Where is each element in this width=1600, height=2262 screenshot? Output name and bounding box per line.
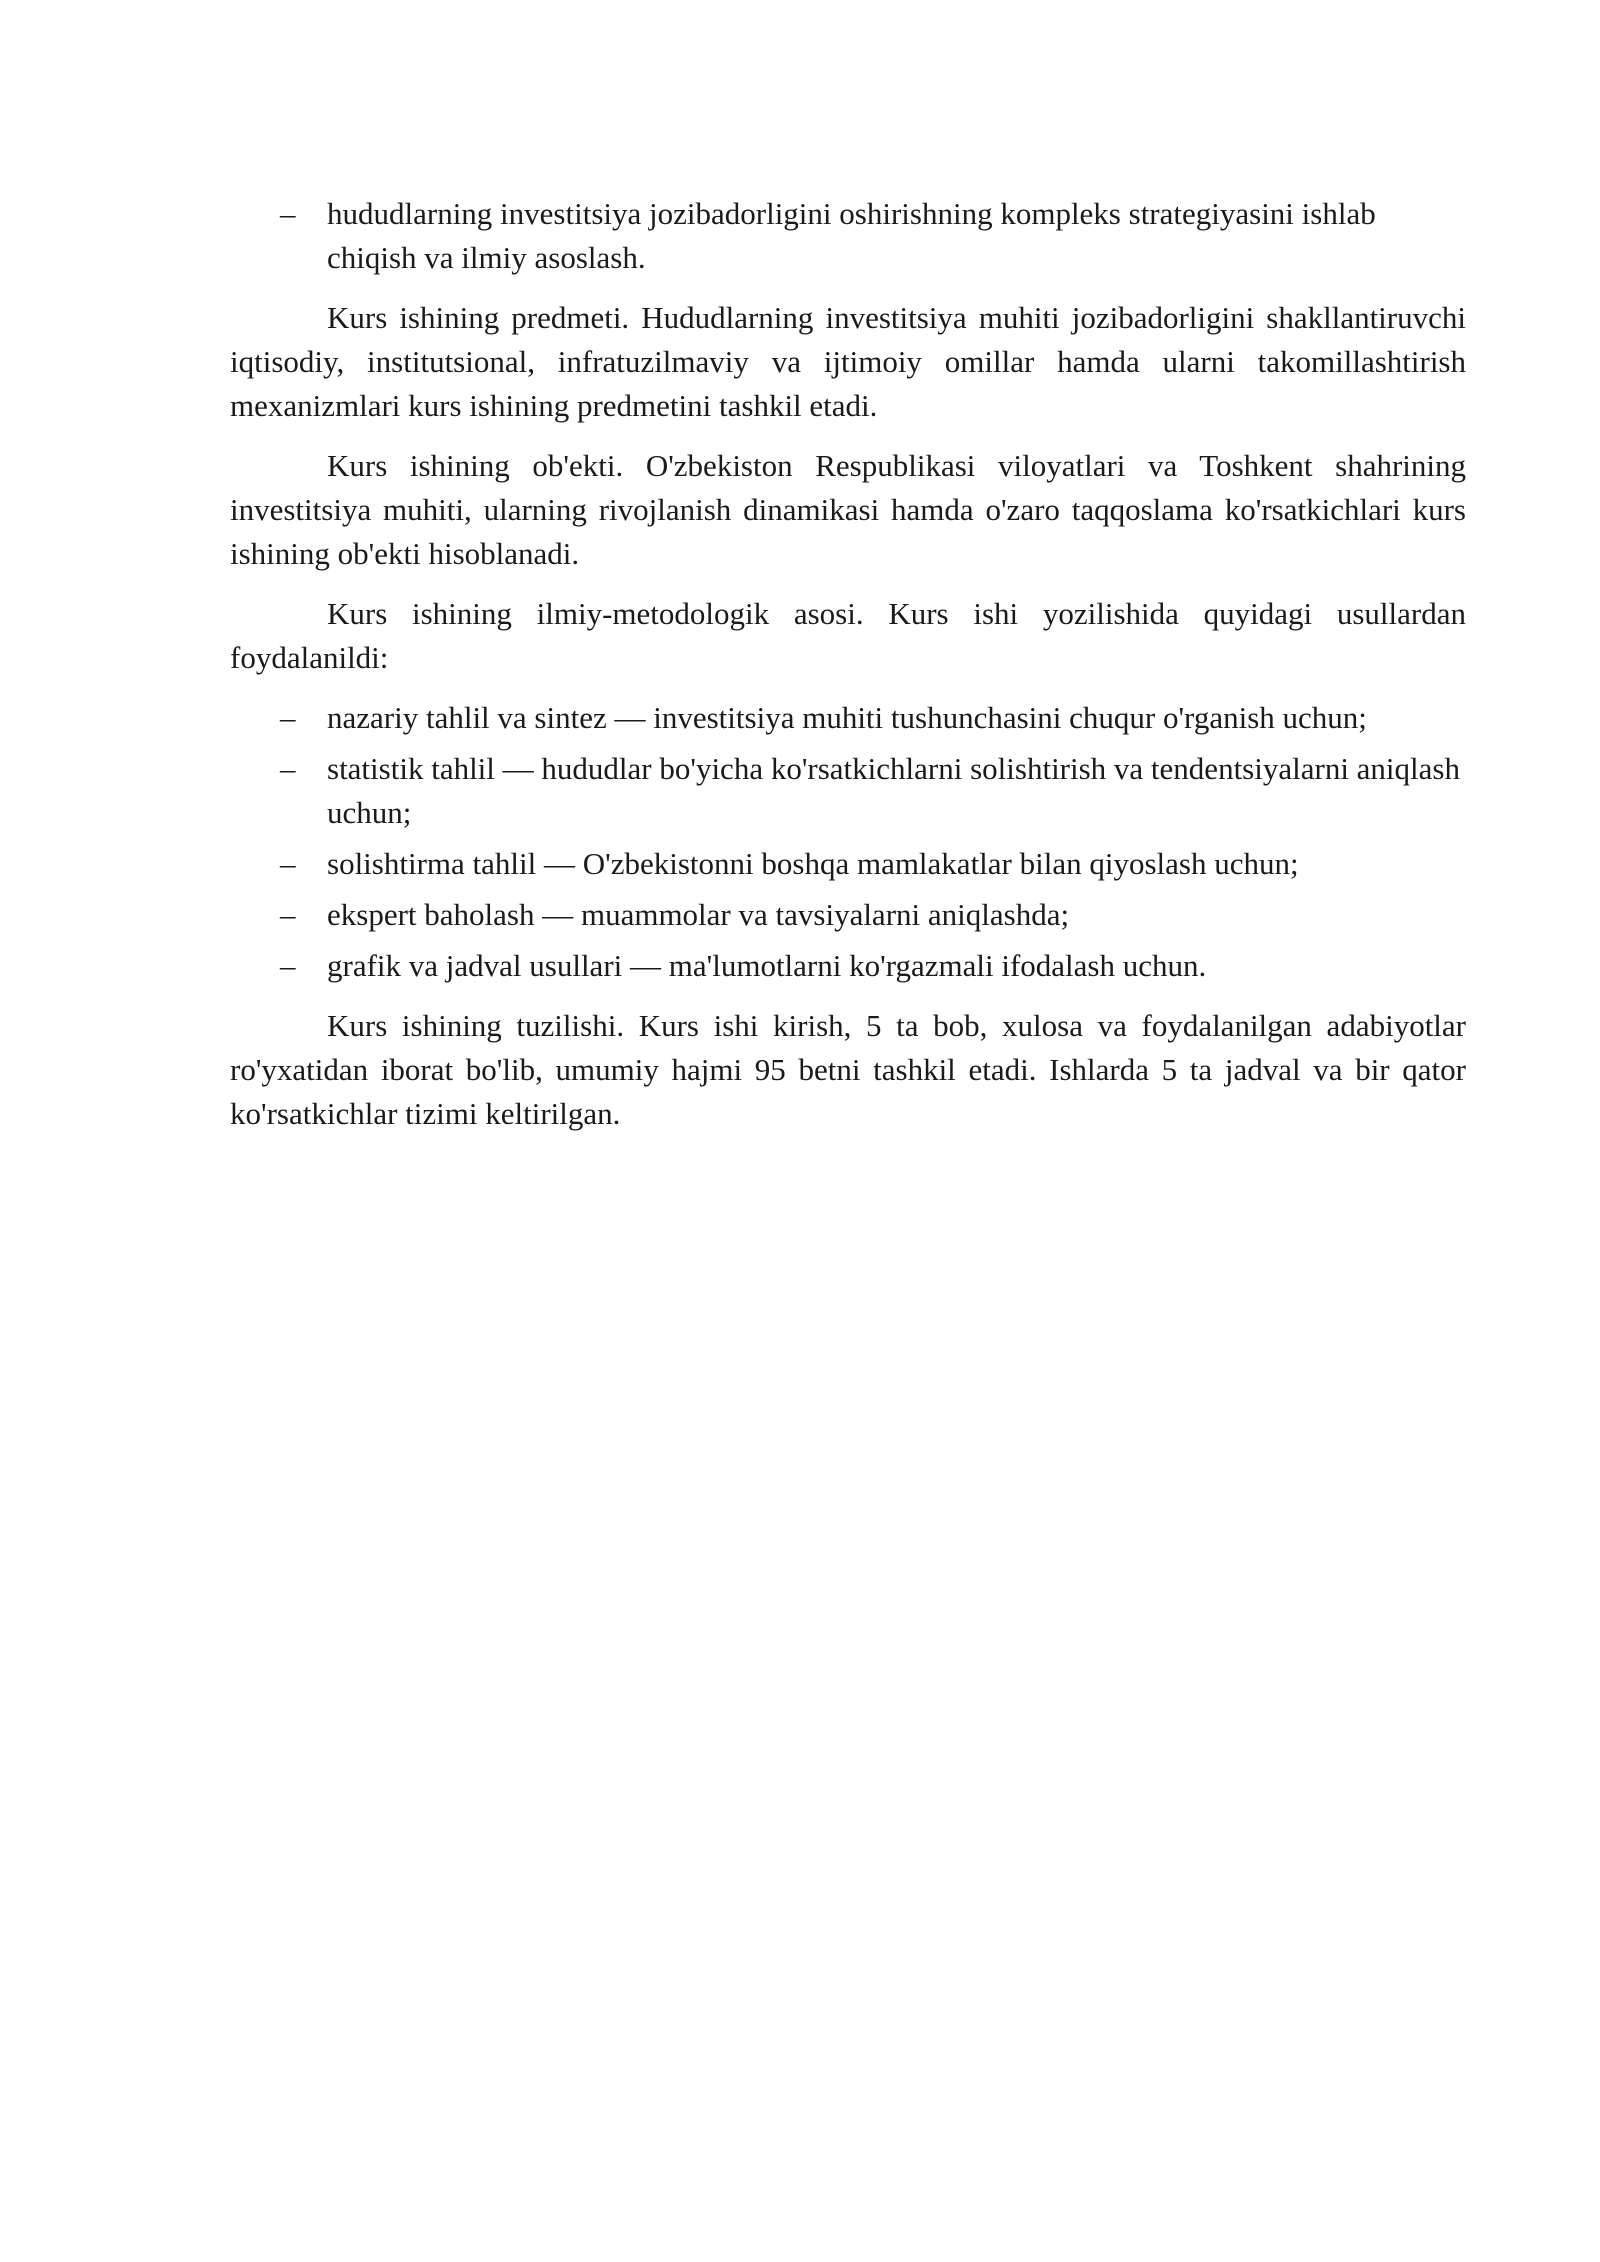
methods-list: [230, 696, 1466, 988]
list-item-text: statistik tahlil — hududlar bo'yicha ko'rsatkichlarni solishtirish va tendentsiyalarni aniqlash uchun;: [327, 751, 1460, 830]
object-paragraph: Kurs ishining ob'ekti. O'zbekiston Respublikasi viloyatlari va Toshkent shahrining investitsiya muhiti, ularning rivojlanish dinamikasi hamda o'zaro taqqoslama ko'rsatkichlari kurs ishining ob'ekti hisoblanadi.: [230, 448, 1466, 571]
dash-bullet: –: [280, 751, 296, 786]
list-item: [230, 842, 1466, 886]
list-item: [230, 893, 1466, 937]
list-item-text: grafik va jadval usullari — ma'lumotlarni ko'rgazmali ifodalash uchun.: [327, 948, 1207, 983]
structure-paragraph: Kurs ishining tuzilishi. Kurs ishi kirish, 5 ta bob, xulosa va foydalanilgan adabiyotlar ro'yxatidan iborat bo'lib, umumiy hajmi 95 betni tashkil etadi. Ishlarda 5 ta jadval va bir qator ko'rsatkichlar tizimi keltirilgan.: [230, 1008, 1466, 1131]
dash-bullet: –: [280, 897, 296, 932]
list-item: [230, 944, 1466, 988]
list-item-text: nazariy tahlil va sintez — investitsiya muhiti tushunchasini chuqur o'rganish uchun;: [327, 700, 1367, 735]
list-item-text: ekspert baholash — muammolar va tavsiyalarni aniqlashda;: [327, 897, 1070, 932]
subject-paragraph: Kurs ishining predmeti. Hududlarning investitsiya muhiti jozibadorligini shakllantiruvchi iqtisodiy, institutsional, infratuzilmaviy va ijtimoiy omillar hamda ularni takomillashtirish mexanizmlari kurs ishining predmetini tashkil etadi.: [230, 300, 1466, 423]
dash-bullet: –: [280, 700, 296, 735]
methodology-paragraph: Kurs ishining ilmiy-metodologik asosi. Kurs ishi yozilishida quyidagi usullardan foydalanildi:: [230, 596, 1466, 675]
list-item: [230, 747, 1466, 835]
list-item: [230, 192, 1466, 280]
dash-bullet: –: [280, 846, 296, 881]
dash-bullet: –: [280, 948, 296, 983]
list-item-text: hududlarning investitsiya jozibadorligini oshirishning kompleks strategiyasini ishlab chiqish va ilmiy asoslash.: [327, 196, 1376, 275]
list-item: [230, 696, 1466, 740]
goals-list: [230, 192, 1466, 280]
list-item-text: solishtirma tahlil — O'zbekistonni boshqa mamlakatlar bilan qiyoslash uchun;: [327, 846, 1299, 881]
page-body: [230, 192, 1466, 1152]
dash-bullet: –: [280, 196, 296, 231]
